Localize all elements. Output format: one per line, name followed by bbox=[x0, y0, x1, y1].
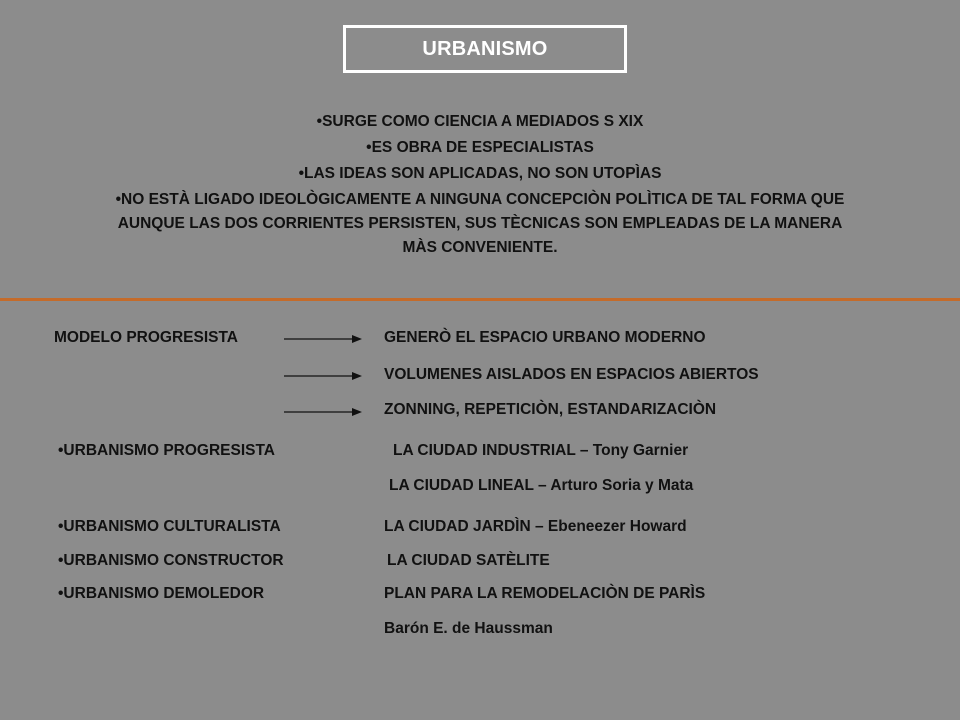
title-box bbox=[343, 25, 627, 73]
current-name: •URBANISMO CONSTRUCTOR bbox=[58, 552, 284, 569]
current-name: •URBANISMO PROGRESISTA bbox=[58, 442, 275, 459]
current-example: Barón E. de Haussman bbox=[384, 620, 553, 637]
slide-title: URBANISMO bbox=[422, 37, 548, 60]
intro-list bbox=[110, 110, 850, 262]
intro-item: •LAS IDEAS SON APLICADAS, NO SON UTOPÌAS bbox=[298, 165, 662, 182]
model-point: VOLUMENES AISLADOS EN ESPACIOS ABIERTOS bbox=[384, 366, 759, 383]
current-example: LA CIUDAD SATÈLITE bbox=[387, 552, 550, 569]
divider-line bbox=[0, 298, 960, 301]
model-point: ZONNING, REPETICIÒN, ESTANDARIZACIÒN bbox=[384, 401, 717, 418]
intro-item: •NO ESTÀ LIGADO IDEOLÒGICAMENTE A NINGUNA CONCEPCIÒN POLÌTICA DE TAL FORMA QUE AUNQUE LAS DOS CORRIENTES PERSISTEN, SUS TÈCNICAS SON EMPLEADAS DE LA MANERA MÀS CONVENIENTE. bbox=[115, 191, 845, 256]
model-label: MODELO PROGRESISTA bbox=[54, 329, 239, 346]
current-example: LA CIUDAD INDUSTRIAL – Tony Garnier bbox=[393, 442, 689, 459]
arrow-icon bbox=[284, 370, 362, 382]
current-name: •URBANISMO DEMOLEDOR bbox=[58, 585, 265, 602]
arrow-icon bbox=[284, 406, 362, 418]
current-example: LA CIUDAD LINEAL – Arturo Soria y Mata bbox=[389, 477, 694, 494]
current-example: LA CIUDAD JARDÌN – Ebeneezer Howard bbox=[384, 518, 687, 535]
intro-item: •ES OBRA DE ESPECIALISTAS bbox=[366, 139, 594, 156]
arrow-icon bbox=[284, 333, 362, 345]
model-point: GENERÒ EL ESPACIO URBANO MODERNO bbox=[384, 329, 706, 346]
current-example: PLAN PARA LA REMODELACIÒN DE PARÌS bbox=[384, 585, 706, 602]
current-name: •URBANISMO CULTURALISTA bbox=[58, 518, 281, 535]
intro-item: •SURGE COMO CIENCIA A MEDIADOS S XIX bbox=[316, 113, 644, 130]
